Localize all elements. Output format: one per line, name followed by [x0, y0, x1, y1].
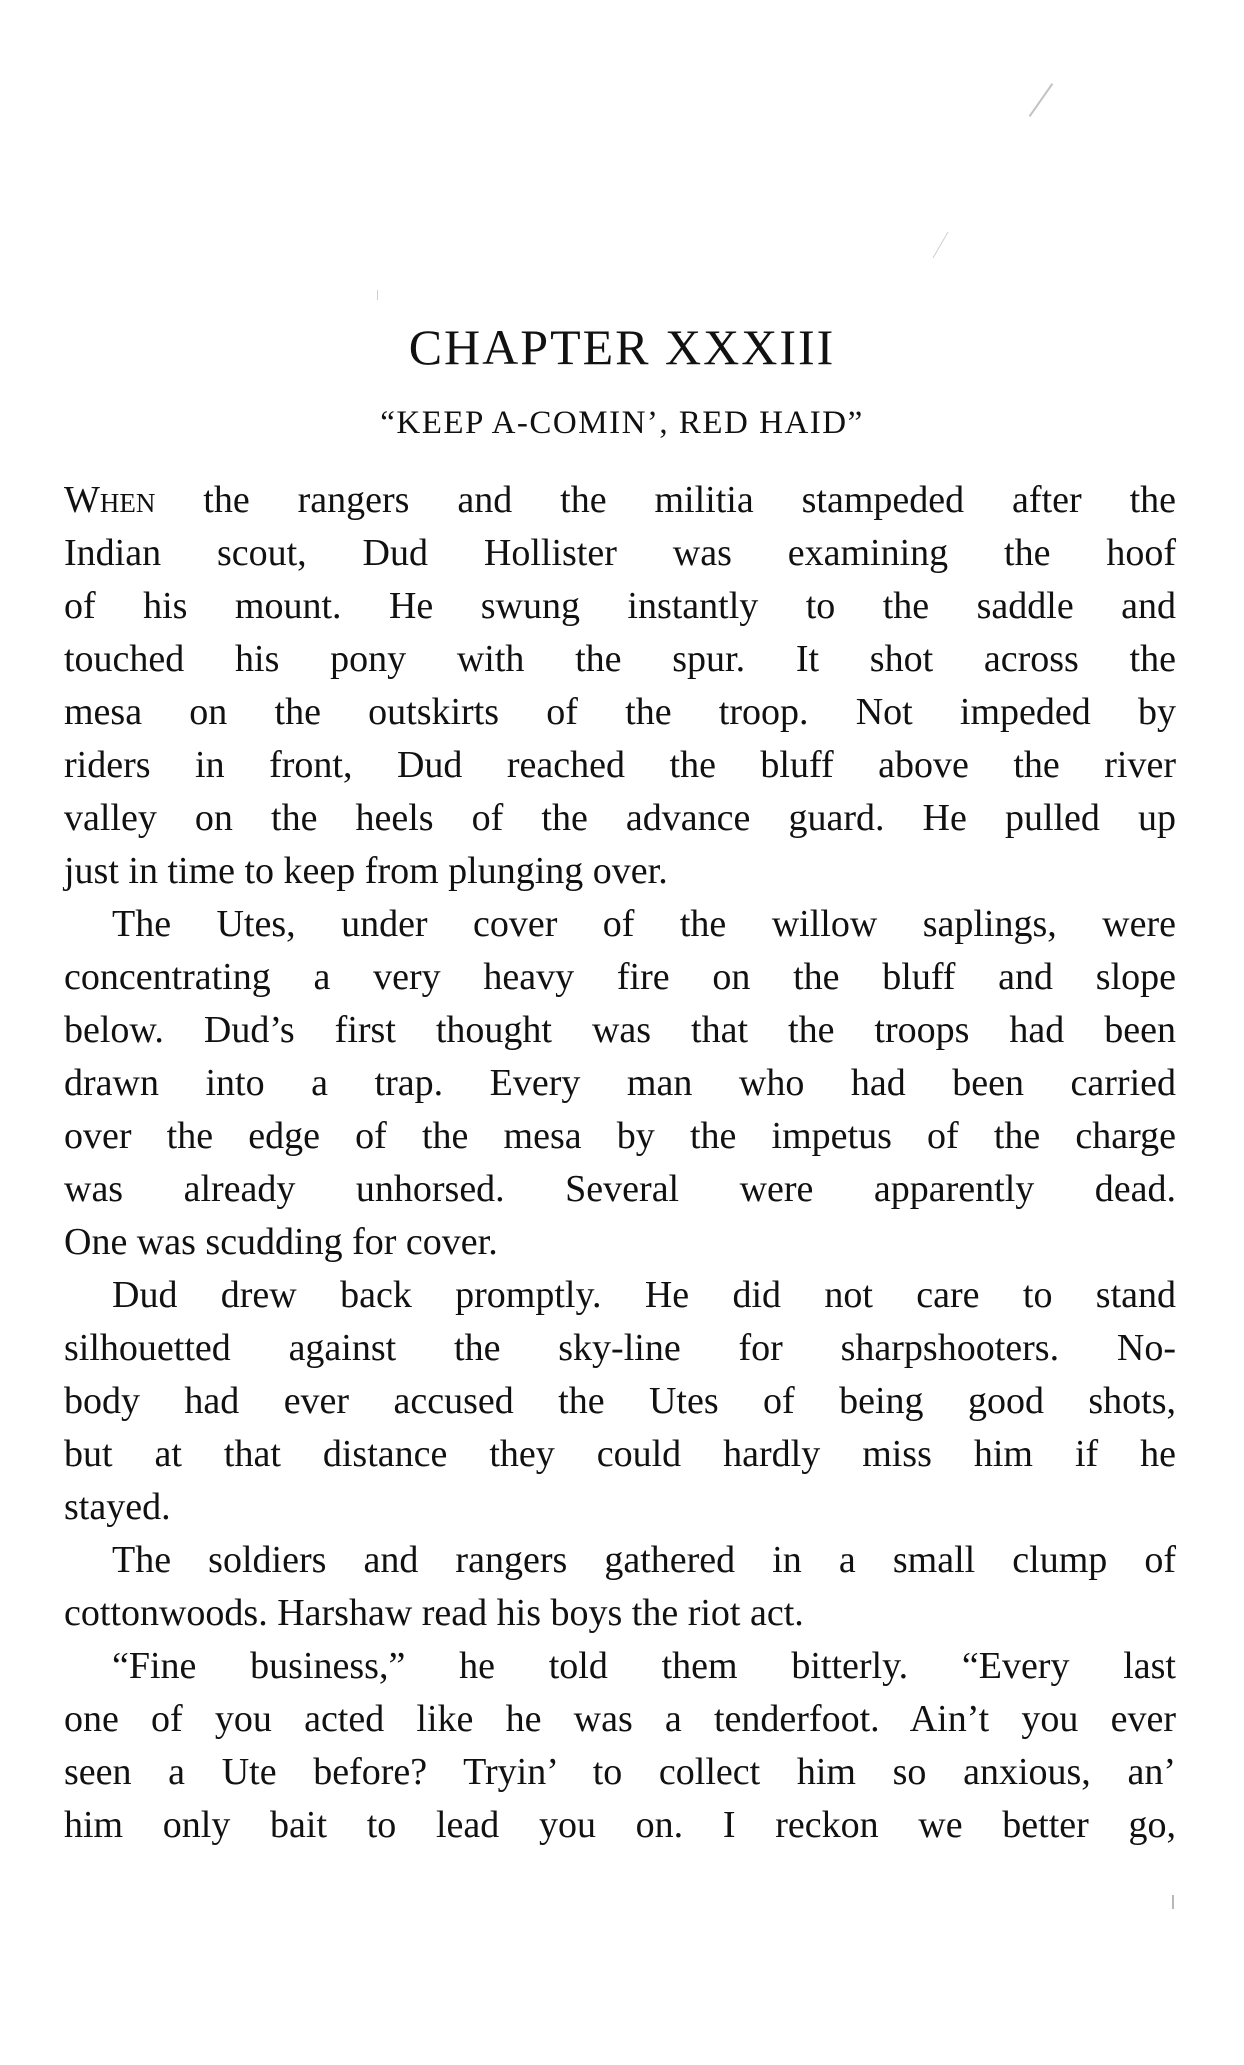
scan-speck [933, 232, 949, 258]
text-line: mesa on the outskirts of the troop. Not impeded by [64, 691, 1176, 733]
paragraph [64, 1640, 1176, 1852]
paragraph [64, 1534, 1176, 1640]
body-text [64, 474, 1176, 1852]
text-line: The Utes, under cover of the willow saplings, were [112, 903, 1176, 945]
scan-speck [377, 290, 378, 300]
text-line: Indian scout, Dud Hollister was examining the hoof [64, 532, 1176, 574]
text-line: silhouetted against the sky-line for sharpshooters. No- [64, 1327, 1176, 1369]
text-line: riders in front, Dud reached the bluff above the river [64, 744, 1176, 786]
drop-word: When [64, 479, 156, 521]
text-line: of his mount. He swung instantly to the saddle and [64, 585, 1176, 627]
text-line: stayed. [64, 1486, 171, 1528]
text-line: one of you acted like he was a tenderfoot. Ain’t you ever [64, 1698, 1176, 1740]
scan-speck [1172, 1895, 1174, 1909]
text-line: him only bait to lead you on. I reckon we better go, [64, 1804, 1176, 1846]
text-line: The soldiers and rangers gathered in a small clump of [112, 1539, 1176, 1581]
text-line: just in time to keep from plunging over. [64, 850, 668, 892]
paragraph [64, 898, 1176, 1269]
text-line: drawn into a trap. Every man who had been carried [64, 1062, 1176, 1104]
text-line: When the rangers and the militia stampeded after the [64, 479, 1176, 521]
text-line: over the edge of the mesa by the impetus of the charge [64, 1115, 1176, 1157]
text-line: Dud drew back promptly. He did not care to stand [112, 1274, 1176, 1316]
text-line: cottonwoods. Harshaw read his boys the riot act. [64, 1592, 804, 1634]
text-line: One was scudding for cover. [64, 1221, 498, 1263]
text-line: but at that distance they could hardly miss him if he [64, 1433, 1176, 1475]
text-line: concentrating a very heavy fire on the bluff and slope [64, 956, 1176, 998]
paragraph [64, 1269, 1176, 1534]
text-line: was already unhorsed. Several were apparently dead. [64, 1168, 1176, 1210]
text-line: touched his pony with the spur. It shot across the [64, 638, 1176, 680]
text-line: seen a Ute before? Tryin’ to collect him so anxious, an’ [64, 1751, 1176, 1793]
scan-speck [1029, 83, 1054, 117]
text-line: valley on the heels of the advance guard. He pulled up [64, 797, 1176, 839]
paragraph [64, 474, 1176, 898]
text-line: “Fine business,” he told them bitterly. “Every last [112, 1645, 1176, 1687]
chapter-subtitle: “KEEP A-COMIN’, RED HAID” [380, 405, 864, 441]
text-line: below. Dud’s first thought was that the troops had been [64, 1009, 1176, 1051]
chapter-title: CHAPTER XXXIII [408, 319, 836, 375]
text-line: body had ever accused the Utes of being good shots, [64, 1380, 1176, 1422]
